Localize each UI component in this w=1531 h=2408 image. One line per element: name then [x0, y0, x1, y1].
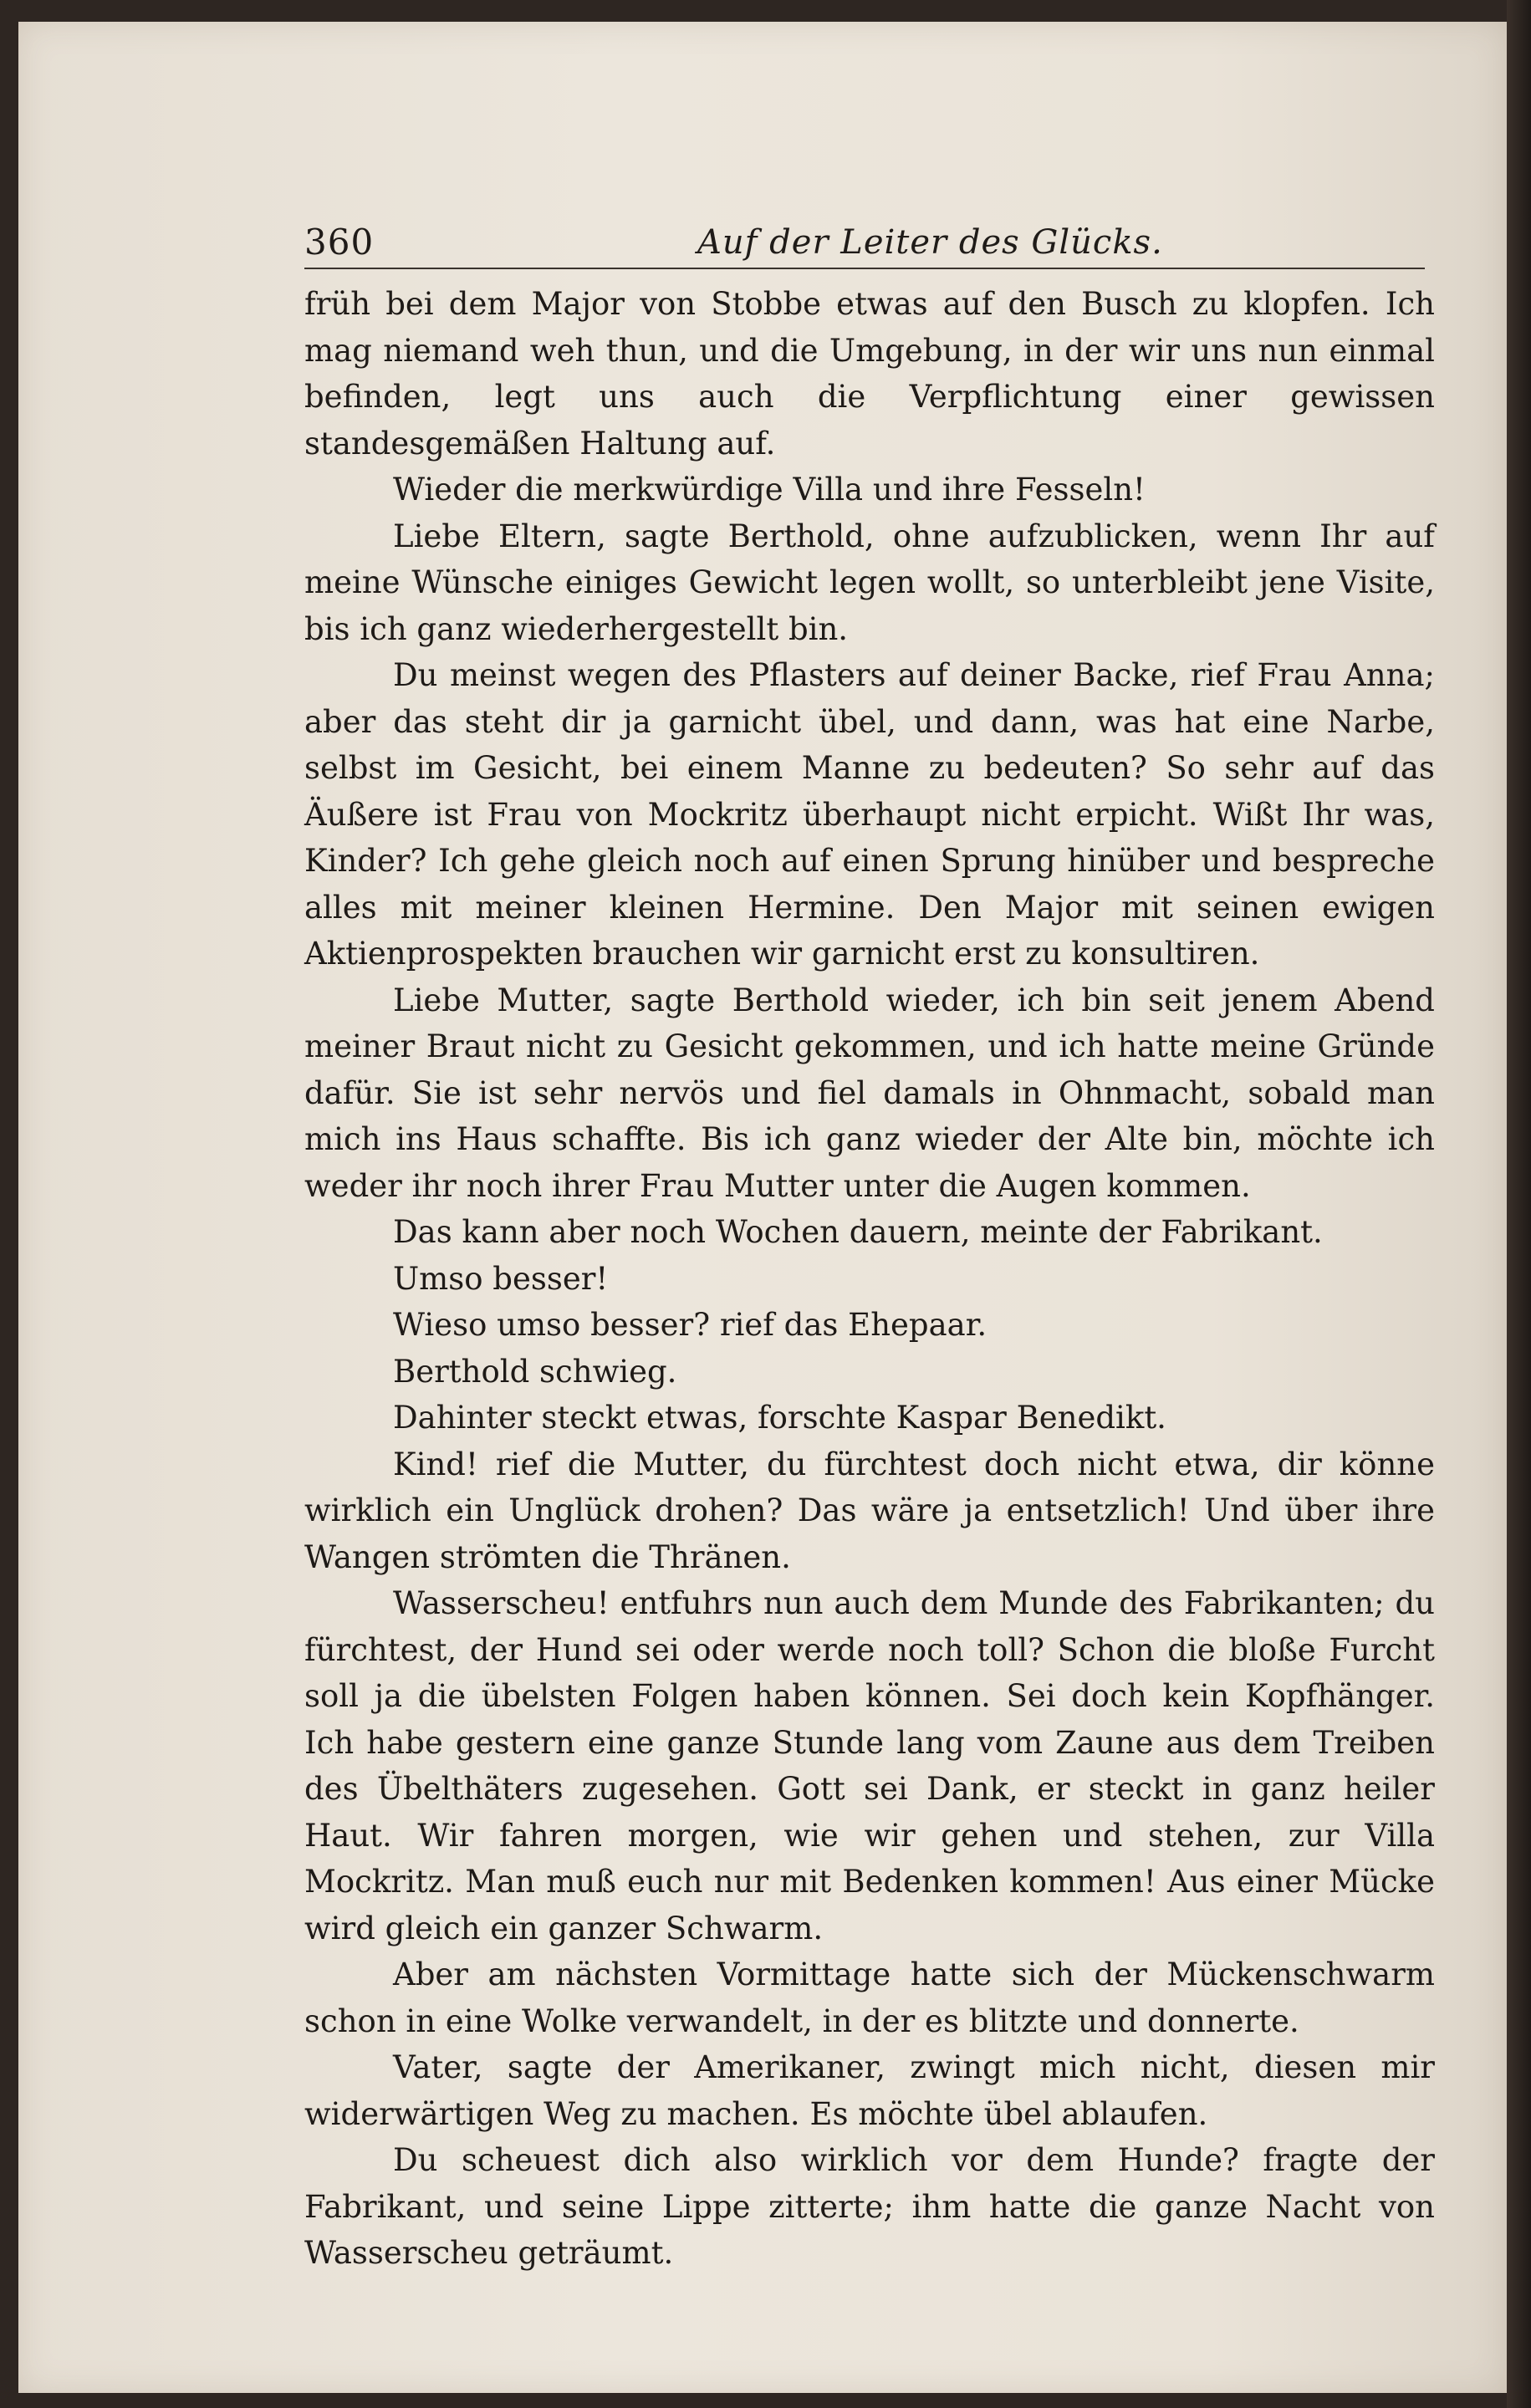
scan-edge	[1507, 0, 1531, 2408]
paragraph: Umso besser!	[393, 1260, 609, 1297]
paragraph: Kind! rief die Mutter, du fürchtest doch nicht etwa, dir könne wirklich ein Unglück drohen? Das wäre ja entsetzlich! Und über ihre Wangen strömten die Thränen.	[304, 1446, 1435, 1575]
paragraph: Liebe Mutter, sagte Berthold wieder, ich bin seit jenem Abend meiner Braut nicht zu Gesicht gekommen, und ich hatte meine Gründe dafür. Sie ist sehr nervös und fiel damals in Ohnmacht, sobald man mich ins Haus schaffte. Bis ich ganz wieder der Alte bin, möchte ich weder ihr noch ihrer Frau Mutter unter die Augen kommen.	[304, 982, 1435, 1204]
paragraph-continuation: früh bei dem Major von Stobbe etwas auf den Busch zu klopfen. Ich mag niemand weh thun, und die Umgebung, in der wir uns nun einmal befinden, legt uns auch die Verpflichtung einer gewissen standesgemäßen Haltung auf.	[304, 286, 1435, 462]
header-rule	[304, 268, 1425, 269]
paragraph: Wieso umso besser? rief das Ehepaar.	[393, 1307, 987, 1343]
page-number: 360	[304, 222, 375, 263]
paragraph: Aber am nächsten Vormittage hatte sich der Mückenschwarm schon in eine Wolke verwandelt, in der es blitzte und donnerte.	[304, 1956, 1435, 2039]
body-text	[304, 281, 1435, 2277]
paragraph: Dahinter steckt etwas, forschte Kaspar Benedikt.	[393, 1400, 1166, 1436]
paragraph: Vater, sagte der Amerikaner, zwingt mich nicht, diesen mir widerwärtigen Weg zu machen. Es möchte übel ablaufen.	[304, 2049, 1435, 2132]
paragraph: Du scheuest dich also wirklich vor dem Hunde? fragte der Fabrikant, und seine Lippe zitterte; ihm hatte die ganze Nacht von Wasserscheu geträumt.	[304, 2142, 1435, 2271]
page-header	[304, 222, 1425, 272]
paragraph: Berthold schwieg.	[393, 1353, 677, 1390]
paragraph: Das kann aber noch Wochen dauern, meinte der Fabrikant.	[393, 1214, 1323, 1250]
paragraph: Du meinst wegen des Pflasters auf deiner Backe, rief Frau Anna; aber das steht dir ja garnicht übel, und dann, was hat eine Narbe, selbst im Gesicht, bei einem Manne zu bedeuten? So sehr auf das Äußere ist Frau von Mockritz überhaupt nicht erpicht. Wißt Ihr was, Kinder? Ich gehe gleich noch auf einen Sprung hinüber und bespreche alles mit meiner kleinen Hermine. Den Major mit seinen ewigen Aktienprospekten brauchen wir garnicht erst zu konsultiren.	[304, 657, 1435, 972]
paragraph: Wasserscheu! entfuhrs nun auch dem Munde des Fabrikanten; du fürchtest, der Hund sei oder werde noch toll? Schon die bloße Furcht soll ja die übelsten Folgen haben können. Sei doch kein Kopfhänger. Ich habe gestern eine ganze Stunde lang vom Zaune aus dem Treiben des Übelthäters zugesehen. Gott sei Dank, er steckt in ganz heiler Haut. Wir fahren morgen, wie wir gehen und stehen, zur Villa Mockritz. Man muß euch nur mit Bedenken kommen! Aus einer Mücke wird gleich ein ganzer Schwarm.	[304, 1585, 1435, 1946]
paragraph: Wieder die merkwürdige Villa und ihre Fesseln!	[393, 472, 1146, 508]
paragraph: Liebe Eltern, sagte Berthold, ohne aufzublicken, wenn Ihr auf meine Wünsche einiges Gewicht legen wollt, so unterbleibt jene Visite, bis ich ganz wiederhergestellt bin.	[304, 518, 1435, 647]
running-title: Auf der Leiter des Glücks.	[697, 223, 1163, 262]
